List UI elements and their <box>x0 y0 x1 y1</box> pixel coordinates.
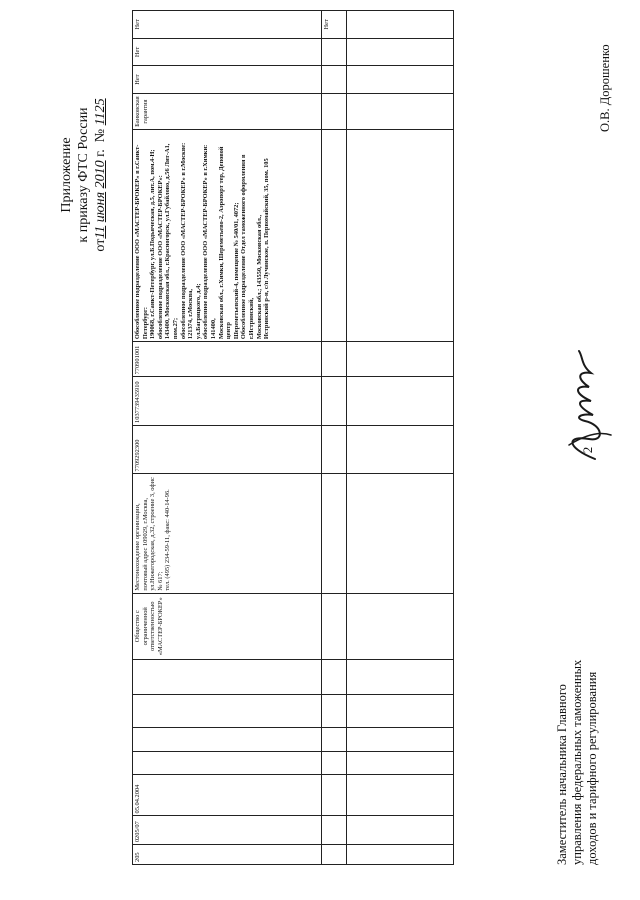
cell-empty <box>347 816 454 845</box>
cell-no-3: Нет <box>133 11 322 39</box>
date-prefix: от <box>93 238 108 252</box>
order-month: июня <box>93 191 108 223</box>
cell-empty <box>322 342 347 377</box>
cell-empty <box>347 593 454 659</box>
cell-no-1: Нет <box>133 66 322 94</box>
cell-empty <box>347 845 454 865</box>
cell-empty <box>322 38 347 66</box>
signer-position <box>555 660 600 865</box>
cell-empty <box>347 66 454 94</box>
cell-empty <box>347 752 454 774</box>
cell-empty <box>347 130 454 342</box>
page-number: 2 <box>580 446 595 454</box>
cell-empty <box>133 695 322 728</box>
cell-empty <box>347 425 454 474</box>
cell-no-4: Нет <box>322 11 347 39</box>
branch-line: Московская обл.; 143550, Московская обл., <box>255 214 263 340</box>
cell-guarantee: Банковская гарантия <box>133 93 322 129</box>
cell-empty <box>322 845 347 865</box>
cell-row-number: 205 <box>133 845 322 865</box>
cell-empty <box>322 816 347 845</box>
cell-empty <box>322 593 347 659</box>
cell-empty <box>322 695 347 728</box>
cell-empty <box>322 474 347 593</box>
cell-empty <box>322 728 347 752</box>
branch-line: Обособленное подразделение Отдел таможенного оформления в г.Истринский, <box>240 154 255 340</box>
appendix-header <box>58 45 109 305</box>
cell-empty <box>347 695 454 728</box>
cell-empty <box>347 659 454 694</box>
address-line: ул.Нижегородская, д.32, строение 3, офис № 617; <box>149 477 164 591</box>
cell-empty <box>347 342 454 377</box>
cell-empty <box>322 130 347 342</box>
cell-empty <box>322 93 347 129</box>
cell-empty <box>347 377 454 426</box>
appendix-order-ref: к приказу ФТС России <box>76 107 91 243</box>
branch-line: ул.Багрицкого, д.4; <box>194 283 202 340</box>
year-suffix: г. <box>93 149 108 157</box>
cell-kpp: 770901001 <box>133 342 322 377</box>
table-row <box>347 11 454 865</box>
appendix-date-number <box>92 45 109 305</box>
signer-name: О.В. Дорошенко <box>598 44 612 132</box>
cell-empty <box>322 774 347 816</box>
branch-line: Обособленное подразделение ООО «МАСТЕР-БРОКЕР» в г.Санкт-Петербург: <box>134 144 149 340</box>
order-number: 1125 <box>93 98 108 126</box>
cell-empty <box>347 728 454 752</box>
cell-empty <box>322 659 347 694</box>
cell-address <box>133 474 322 593</box>
handwritten-signature <box>555 345 615 465</box>
table-row <box>322 11 347 865</box>
cell-empty <box>347 774 454 816</box>
address-line: Местонахождение организации, <box>134 503 141 591</box>
order-day: 11 <box>93 225 108 239</box>
branch-line: 190068, г.Санкт-Петербург, ул.Б.Подьяческая, д.5, лит.А, пом.4-Н; <box>149 149 157 340</box>
cell-empty <box>347 474 454 593</box>
cell-empty <box>322 66 347 94</box>
cell-inn: 7709292300 <box>133 425 322 474</box>
cell-empty <box>322 425 347 474</box>
order-year: 2010 <box>93 160 108 189</box>
cell-empty <box>133 752 322 774</box>
cell-branches <box>133 130 322 342</box>
branch-line: обособленное подразделение ООО «МАСТЕР-БРОКЕР» в г.Химки: 141400, <box>202 144 217 340</box>
cell-no-2: Нет <box>133 38 322 66</box>
table-row <box>133 11 322 865</box>
cell-org-name: Общество с ограниченной ответственностью «МАСТЕР-БРОКЕР» <box>133 593 322 659</box>
appendix-title: Приложение <box>59 137 74 213</box>
cell-empty <box>347 38 454 66</box>
branch-line: Московская обл., г.Химки, Шереметьево-2, Аэропорт тер, Деповой центр <box>217 146 233 340</box>
branch-line: обособленное подразделение ООО «МАСТЕР-БРОКЕР»: <box>156 175 164 340</box>
cell-empty <box>133 659 322 694</box>
cell-empty <box>322 752 347 774</box>
signer-line: управления федеральных таможенных <box>570 659 584 865</box>
address-line: тел. (495) 234-59-11, факс: 440-14-96. <box>164 489 172 591</box>
branch-line: Шереметьевский-4, помещение № 540/01, 4072; <box>232 202 240 340</box>
cell-empty <box>347 11 454 39</box>
branch-line: обособленное подразделение ООО «МАСТЕР-БРОКЕР» в г.Москве: 121374, г.Москва, <box>179 142 195 340</box>
branch-line: 143400, Московская обл., г.Красногорск, ул.Губайлово, д.56 Лит-А1, пом.27; <box>164 143 179 340</box>
cell-reg-number: 0205/07 <box>133 816 322 845</box>
signer-line: Заместитель начальника Главного <box>555 684 569 865</box>
cell-empty <box>322 377 347 426</box>
branch-line: Истринский р-н, с/п Лучинское, п. Первомайский, 35, пом. 105 <box>263 158 271 340</box>
cell-date: 05.04.2004 <box>133 774 322 816</box>
number-prefix: № <box>93 128 108 143</box>
customs-broker-register-table <box>132 10 454 865</box>
cell-empty <box>133 728 322 752</box>
address-line: почтовый адрес 109029, г.Москва, <box>141 497 149 591</box>
cell-empty <box>347 93 454 129</box>
cell-ogrn: 1037739435910 <box>133 377 322 426</box>
signer-line: доходов и тарифного регулирования <box>585 671 599 865</box>
